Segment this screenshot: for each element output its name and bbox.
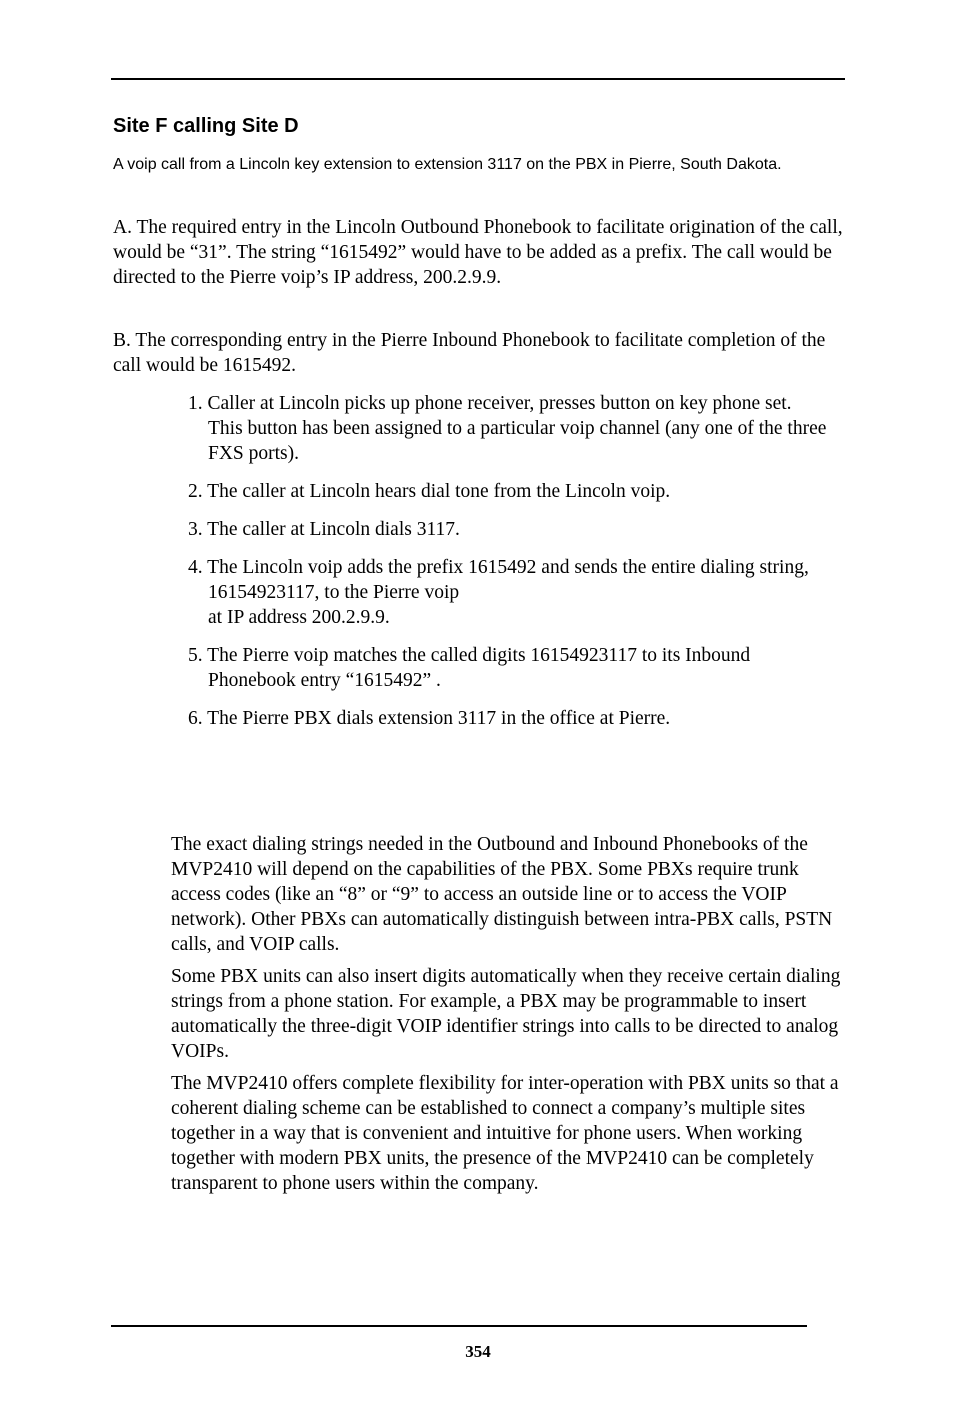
step-number: 1.	[188, 393, 203, 414]
step-text: The Pierre voip matches the called digits 16154923117 to its Inbound Phonebook entry “1615492” .	[207, 645, 751, 691]
paragraph-a: A. The required entry in the Lincoln Outbound Phonebook to facilitate origination of the call, would be “31”. The string “1615492” would have to be added as a prefix. The call would be directed to the Pierre voip’s IP address, 200.2.9.9.	[113, 217, 843, 288]
list-item	[188, 479, 828, 504]
step-number: 3.	[188, 519, 203, 540]
note-paragraph: The exact dialing strings needed in the Outbound and Inbound Phonebooks of the MVP2410 will depend on the capabilities of the PBX. Some PBXs require trunk access codes (like an “8” or “9” to access an outside line or to access the VOIP network). Other PBXs can automatically distinguish between intra-PBX calls, PSTN calls, and VOIP calls.	[171, 834, 833, 955]
paragraph-b: B. The corresponding entry in the Pierre Inbound Phonebook to facilitate completion of the call would be 1615492.	[113, 330, 826, 376]
step-number: 6.	[188, 708, 203, 729]
step-text: Caller at Lincoln picks up phone receiver, presses button on key phone set. This button has been assigned to a particular voip channel (any one of the three FXS ports).	[207, 393, 827, 464]
step-number: 5.	[188, 645, 203, 666]
notes-section	[171, 832, 843, 1203]
page-number: 354	[465, 1342, 491, 1361]
list-item	[188, 643, 828, 693]
footer-rule	[111, 1325, 807, 1327]
intro-text: A voip call from a Lincoln key extension to extension 3117 on the PBX in Pierre, South Dakota.	[113, 156, 782, 173]
note-paragraph: The MVP2410 offers complete flexibility for inter-operation with PBX units so that a coherent dialing scheme can be established to connect a company’s multiple sites together in a way that is convenient and intuitive for phone users. When working together with modern PBX units, the presence of the MVP2410 can be completely transparent to phone users within the company.	[171, 1073, 839, 1194]
list-item	[188, 391, 828, 466]
step-number: 2.	[188, 481, 203, 502]
note-paragraph: Some PBX units can also insert digits automatically when they receive certain dialing strings from a phone station. For example, a PBX may be programmable to insert automatically the three-digit VOIP identifier strings into calls to be directed to analog VOIPs.	[171, 966, 841, 1062]
header-rule	[111, 78, 845, 80]
list-item	[188, 706, 828, 731]
list-item	[188, 517, 828, 542]
step-number: 4.	[188, 557, 203, 578]
step-text: The Lincoln voip adds the prefix 1615492 and sends the entire dialing string, 16154923117, to the Pierre voip at IP address 200.2.9.9.	[207, 557, 809, 628]
step-text: The caller at Lincoln hears dial tone from the Lincoln voip.	[207, 481, 671, 502]
section-heading: Site F calling Site D	[113, 115, 299, 137]
call-steps-list	[188, 391, 828, 744]
step-text: The Pierre PBX dials extension 3117 in the office at Pierre.	[207, 708, 671, 729]
list-item	[188, 555, 828, 630]
step-text: The caller at Lincoln dials 3117.	[207, 519, 460, 540]
